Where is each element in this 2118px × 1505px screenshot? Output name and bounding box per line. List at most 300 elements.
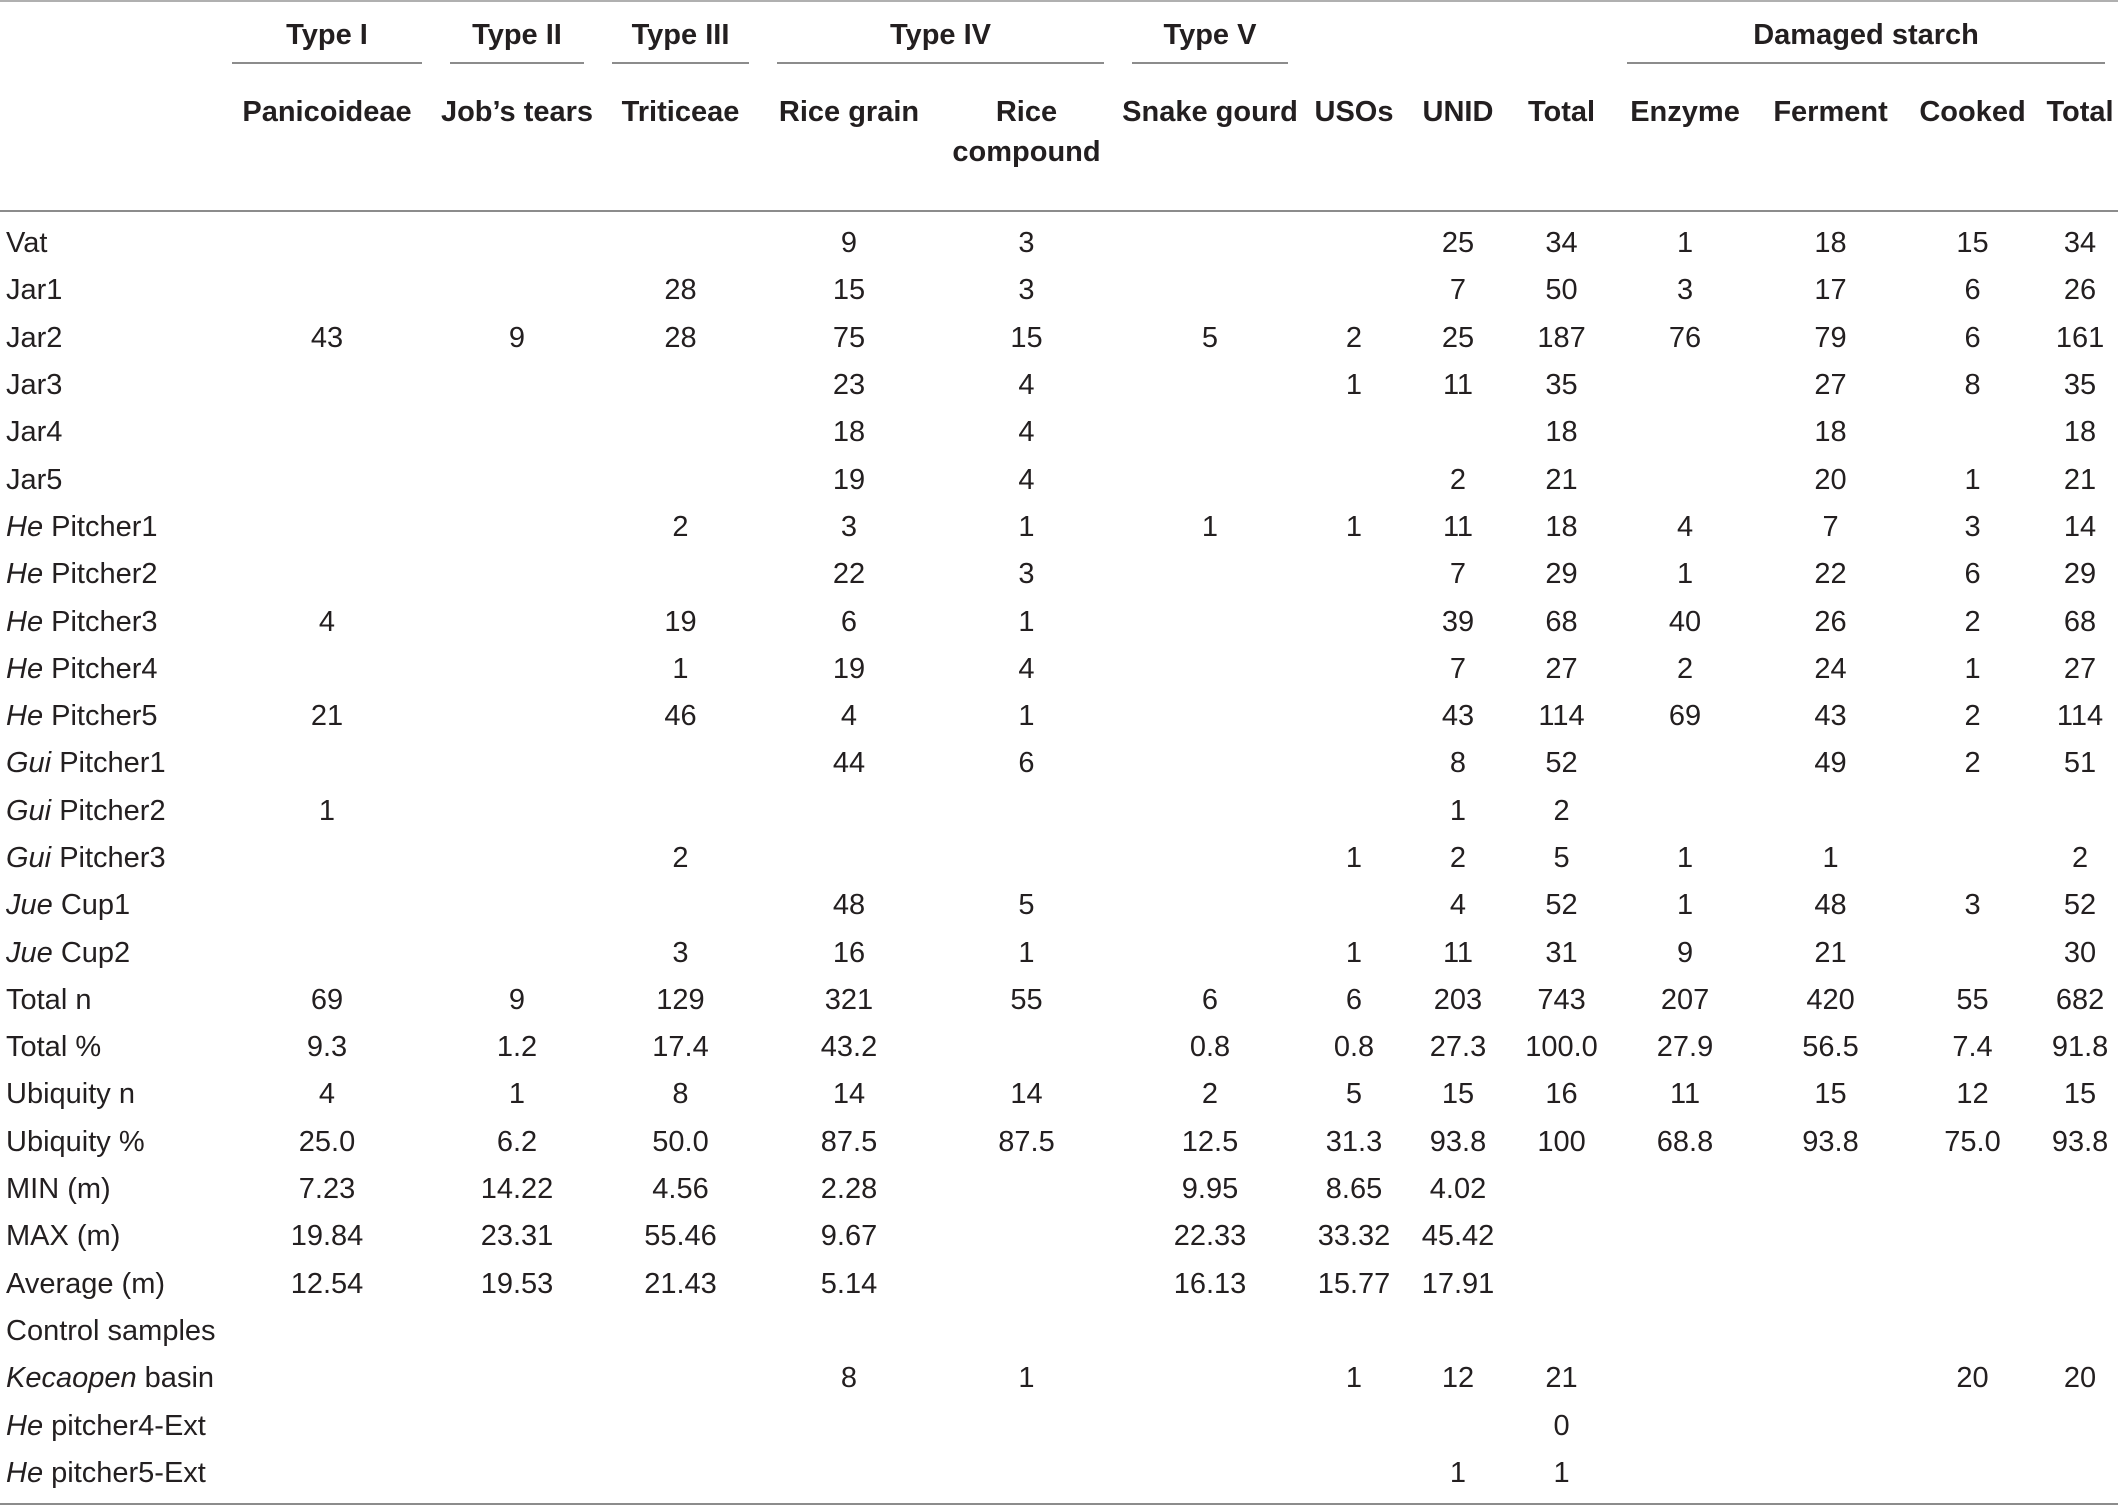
table-cell <box>1302 409 1406 456</box>
row-label <box>0 693 218 740</box>
table-cell <box>1118 646 1302 693</box>
table-cell <box>436 598 598 645</box>
table-cell: 16.13 <box>1173 1267 1247 1300</box>
row-label-italic-prefix: Gui <box>6 747 52 780</box>
table-cell: 21 <box>310 700 344 733</box>
table-cell <box>1118 598 1302 645</box>
row-label <box>0 646 218 693</box>
table-cell: 20 <box>1814 463 1847 496</box>
row-label <box>0 1071 218 1118</box>
table-cell: 91.8 <box>2051 1031 2109 1064</box>
table-cell <box>1613 1213 1757 1260</box>
table-row <box>0 977 2118 1024</box>
table-cell: 75 <box>832 321 866 354</box>
table-cell: 23 <box>832 369 866 402</box>
table-cell: 2 <box>1964 700 1981 733</box>
row-label-italic-prefix: He <box>6 605 44 638</box>
table-row <box>0 929 2118 976</box>
table-cell: 35 <box>2063 369 2097 402</box>
table-cell <box>218 504 436 551</box>
group-header-type-i <box>218 1 436 80</box>
table-cell: 4 <box>1018 463 1035 496</box>
table-cell <box>1302 788 1406 835</box>
row-label <box>0 267 218 314</box>
table-cell <box>935 788 1118 835</box>
table-cell: 4 <box>840 700 858 733</box>
table-cell: 48 <box>832 889 866 922</box>
table-row <box>0 551 2118 598</box>
table-cell: 68 <box>1545 605 1578 638</box>
table-cell <box>1118 788 1302 835</box>
table-cell <box>436 1308 598 1355</box>
row-label-text: Vat <box>6 227 48 260</box>
table-cell: 187 <box>1537 321 1586 354</box>
table-row <box>0 504 2118 551</box>
table-cell: 9.3 <box>306 1031 348 1064</box>
table-cell: 48 <box>1814 889 1847 922</box>
column-header-unid <box>1406 80 1510 211</box>
table-cell <box>218 267 436 314</box>
table-cell <box>1302 551 1406 598</box>
table-cell <box>2041 1166 2118 1213</box>
table-cell <box>436 456 598 503</box>
table-cell: 0.8 <box>1333 1031 1375 1064</box>
table-cell: 27 <box>1814 369 1847 402</box>
column-header-label: Ferment <box>1773 96 1888 128</box>
table-cell <box>1118 456 1302 503</box>
table-cell <box>1302 1402 1406 1449</box>
table-cell: 1 <box>1822 842 1839 874</box>
table-cell: 1 <box>1345 369 1363 402</box>
table-cell <box>436 551 598 598</box>
table-row <box>0 409 2118 456</box>
table-cell <box>1302 1308 1406 1355</box>
table-cell <box>1757 788 1904 835</box>
table-cell <box>1613 456 1757 503</box>
group-header-label: Type V <box>1132 19 1288 64</box>
row-label-italic-prefix: Jue <box>6 936 53 969</box>
table-cell: 1 <box>1345 510 1363 543</box>
row-label-text: pitcher5-Ext <box>43 1456 206 1489</box>
table-cell: 3 <box>1964 889 1981 922</box>
group-header-empty <box>0 1 218 80</box>
table-cell <box>935 1166 1118 1213</box>
table-cell <box>1118 409 1302 456</box>
table-cell: 7 <box>1822 510 1839 543</box>
row-label <box>0 835 218 882</box>
table-cell: 15.77 <box>1317 1267 1391 1300</box>
table-cell <box>218 456 436 503</box>
column-header-label: Cooked <box>1919 96 2026 128</box>
table-cell: 1 <box>1676 842 1694 874</box>
table-cell: 1 <box>672 652 689 685</box>
table-cell: 20 <box>1956 1362 1989 1395</box>
table-cell: 6 <box>1345 983 1363 1016</box>
row-label-text: Total % <box>6 1031 102 1064</box>
table-cell <box>436 267 598 314</box>
table-cell <box>935 835 1118 882</box>
group-header-type-v <box>1118 1 1302 80</box>
table-cell: 14 <box>832 1078 866 1111</box>
table-cell: 69 <box>310 983 344 1016</box>
row-label <box>0 929 218 976</box>
table-cell <box>1757 1166 1904 1213</box>
table-cell: 15 <box>1010 321 1043 354</box>
table-cell: 51 <box>2063 747 2097 780</box>
table-cell: 4 <box>1018 652 1035 685</box>
column-header-label: Enzyme <box>1630 96 1740 128</box>
sub-header-row <box>0 80 2118 211</box>
table-cell: 4 <box>1018 416 1035 449</box>
table-cell: 1 <box>1201 510 1219 543</box>
row-label-text: Pitcher2 <box>51 794 166 827</box>
table-cell: 26 <box>1814 605 1847 638</box>
table-cell <box>1510 1213 1613 1260</box>
row-label-text: Jar5 <box>6 463 63 496</box>
column-header-label: UNID <box>1422 96 1494 128</box>
table-cell <box>1613 1166 1757 1213</box>
column-header-total <box>1510 80 1613 211</box>
table-cell: 6 <box>1964 274 1981 307</box>
table-cell <box>1613 1355 1757 1402</box>
table-cell: 5 <box>1553 842 1570 874</box>
table-cell: 9.67 <box>820 1220 878 1253</box>
table-cell: 3 <box>840 510 858 543</box>
table-cell <box>2041 1308 2118 1355</box>
row-label-text: Jar4 <box>6 416 63 449</box>
column-header-ferment <box>1757 80 1904 211</box>
table-cell: 8 <box>1449 747 1467 780</box>
table-cell: 7 <box>1449 652 1467 685</box>
table-row <box>0 740 2118 787</box>
table-cell: 1 <box>1018 700 1035 733</box>
table-cell <box>1302 598 1406 645</box>
table-cell <box>2041 1402 2118 1449</box>
table-cell: 43 <box>310 321 344 354</box>
table-row <box>0 882 2118 929</box>
group-header-type-iii <box>598 1 763 80</box>
table-cell <box>218 1450 436 1504</box>
table-cell <box>1904 1308 2041 1355</box>
table-cell: 69 <box>1668 700 1702 733</box>
table-cell: 11 <box>1669 1078 1701 1111</box>
table-cell: 50 <box>1545 274 1578 307</box>
table-cell: 34 <box>1545 227 1578 260</box>
table-cell: 2 <box>1449 842 1467 874</box>
row-label <box>0 1308 218 1355</box>
table-cell: 2.28 <box>820 1173 878 1206</box>
table-cell: 19.84 <box>290 1220 364 1253</box>
table-cell <box>218 1355 436 1402</box>
group-header-type-ii <box>436 1 598 80</box>
table-cell: 682 <box>2055 983 2105 1016</box>
table-cell <box>1118 1355 1302 1402</box>
table-cell: 1 <box>1018 1362 1035 1395</box>
table-cell: 31.3 <box>1325 1125 1383 1158</box>
table-cell <box>1510 1261 1613 1308</box>
table-cell <box>1757 1261 1904 1308</box>
column-header-row-labels <box>0 80 218 211</box>
row-label <box>0 977 218 1024</box>
table-cell <box>598 1355 763 1402</box>
table-cell: 4 <box>1449 889 1467 922</box>
table-cell <box>2041 1261 2118 1308</box>
table-cell: 8 <box>672 1078 689 1111</box>
table-cell: 18 <box>1545 510 1578 543</box>
table-cell: 30 <box>2063 936 2097 969</box>
row-label-text: Jar3 <box>6 369 63 402</box>
table-cell: 52 <box>1545 747 1578 780</box>
column-header-label: Triticeae <box>621 96 740 128</box>
table-cell: 68.8 <box>1656 1125 1714 1158</box>
table-cell: 1 <box>1676 558 1694 591</box>
table-cell: 93.8 <box>1429 1125 1487 1158</box>
table-cell <box>1904 1166 2041 1213</box>
row-label-italic-prefix: Gui <box>6 794 52 827</box>
row-label <box>0 211 218 267</box>
table-row <box>0 267 2118 314</box>
table-cell <box>1118 551 1302 598</box>
table-cell: 19 <box>832 463 866 496</box>
table-cell <box>1510 1308 1613 1355</box>
table-cell: 22 <box>832 558 866 591</box>
column-header-snake-gourd <box>1118 80 1302 211</box>
table-cell <box>1302 1450 1406 1504</box>
table-cell: 14.22 <box>480 1173 554 1206</box>
table-cell <box>598 362 763 409</box>
table-cell <box>1904 929 2041 976</box>
row-label-text: basin <box>136 1362 215 1395</box>
table-row <box>0 1119 2118 1166</box>
table-cell: 21 <box>2063 463 2097 496</box>
table-cell: 5 <box>1018 889 1035 922</box>
column-header-usos <box>1302 80 1406 211</box>
table-cell: 15 <box>2063 1078 2097 1111</box>
table-cell: 12 <box>1956 1078 1989 1111</box>
table-cell: 4.02 <box>1429 1173 1487 1206</box>
group-header-label: Type II <box>450 19 584 64</box>
table-row <box>0 1355 2118 1402</box>
table-body <box>0 211 2118 1504</box>
row-label-text: Pitcher1 <box>51 747 166 780</box>
table-cell: 56.5 <box>1802 1031 1859 1064</box>
row-label <box>0 1213 218 1260</box>
table-cell <box>1613 788 1757 835</box>
table-cell <box>1118 882 1302 929</box>
table-cell <box>935 1450 1118 1504</box>
table-cell <box>436 693 598 740</box>
table-row <box>0 456 2118 503</box>
row-label-italic-prefix: He <box>6 1409 44 1442</box>
table-cell: 14 <box>1010 1078 1043 1111</box>
table-cell <box>436 1402 598 1449</box>
table-cell: 2 <box>1553 794 1570 827</box>
table-cell: 18 <box>1814 416 1847 449</box>
table-cell: 0.8 <box>1189 1031 1231 1064</box>
column-header-label: Job’s tears <box>440 96 594 128</box>
table-cell: 35 <box>1545 369 1578 402</box>
table-cell <box>1904 1261 2041 1308</box>
table-cell: 207 <box>1660 983 1710 1016</box>
column-header-panicoideae <box>218 80 436 211</box>
table-cell: 6 <box>1964 321 1981 354</box>
row-label-text: MIN (m) <box>6 1173 111 1206</box>
table-cell: 93.8 <box>1802 1125 1859 1158</box>
table-cell: 4 <box>318 1078 336 1111</box>
row-label <box>0 551 218 598</box>
table-cell: 18 <box>1545 416 1578 449</box>
table-cell: 1 <box>1964 652 1981 685</box>
table-cell: 18 <box>832 416 866 449</box>
table-cell: 46 <box>664 700 697 733</box>
table-cell: 4 <box>1018 369 1035 402</box>
table-cell: 9 <box>508 321 526 354</box>
table-cell: 8 <box>840 1362 858 1395</box>
row-label <box>0 409 218 456</box>
table-row <box>0 1308 2118 1355</box>
column-header-label: Snake gourd <box>1122 96 1298 128</box>
row-label <box>0 598 218 645</box>
table-cell <box>436 740 598 787</box>
table-cell: 18 <box>2063 416 2097 449</box>
table-cell <box>1510 1166 1613 1213</box>
table-cell: 26 <box>2063 274 2097 307</box>
table-cell: 5 <box>1201 321 1219 354</box>
table-cell: 3 <box>1018 227 1035 260</box>
row-label-text: Cup2 <box>52 936 131 969</box>
table-cell: 2 <box>1964 747 1981 780</box>
table-cell: 1 <box>1018 605 1035 638</box>
table-cell: 1 <box>508 1078 526 1111</box>
table-cell <box>1904 409 2041 456</box>
table-cell: 21 <box>1814 936 1847 969</box>
table-cell: 68 <box>2063 605 2097 638</box>
table-cell: 55 <box>1956 983 1989 1016</box>
row-label-text: pitcher4-Ext <box>43 1409 206 1442</box>
table-cell: 7.4 <box>1952 1031 1993 1064</box>
table-cell: 4 <box>1676 510 1694 543</box>
table-cell: 34 <box>2063 227 2097 260</box>
table-cell: 87.5 <box>998 1125 1055 1158</box>
table-row <box>0 1213 2118 1260</box>
column-header-total <box>2041 80 2118 211</box>
table-cell <box>1118 835 1302 882</box>
table-cell <box>1613 1261 1757 1308</box>
table-row <box>0 211 2118 267</box>
table-cell <box>1904 1402 2041 1449</box>
table-cell: 5.14 <box>820 1267 878 1300</box>
table-cell <box>436 1355 598 1402</box>
table-cell: 1 <box>1345 936 1363 969</box>
table-cell: 76 <box>1668 321 1702 354</box>
table-cell <box>598 740 763 787</box>
table-cell: 55.46 <box>644 1220 717 1253</box>
table-row <box>0 693 2118 740</box>
row-label-text: Pitcher5 <box>43 700 158 733</box>
table-cell: 2 <box>1449 463 1467 496</box>
table-cell: 0 <box>1553 1409 1570 1442</box>
row-label <box>0 315 218 362</box>
table-cell <box>436 1450 598 1504</box>
table-cell: 4 <box>318 605 336 638</box>
row-label-text: Total n <box>6 983 92 1016</box>
column-header-job-s-tears <box>436 80 598 211</box>
row-label-italic-prefix: He <box>6 558 44 591</box>
table-cell <box>1757 1213 1904 1260</box>
table-cell: 25.0 <box>298 1125 356 1158</box>
table-cell: 21 <box>1545 1362 1578 1395</box>
table-cell: 15 <box>1956 227 1989 260</box>
table-cell <box>598 1308 763 1355</box>
table-cell <box>763 1308 935 1355</box>
table-cell: 7 <box>1449 274 1467 307</box>
column-header-label: Panicoideae <box>242 96 412 128</box>
table-cell: 15 <box>832 274 866 307</box>
table-cell: 29 <box>1545 558 1578 591</box>
table-cell: 16 <box>832 936 866 969</box>
row-label-text: Pitcher3 <box>51 842 166 874</box>
table-cell: 9 <box>508 983 526 1016</box>
table-cell: 11 <box>1442 936 1474 969</box>
table-cell <box>1302 882 1406 929</box>
table-cell <box>1613 740 1757 787</box>
row-label-italic-prefix: He <box>6 510 44 543</box>
table-header <box>0 1 2118 211</box>
row-label-italic-prefix: He <box>6 652 44 685</box>
table-cell: 100 <box>1537 1125 1586 1158</box>
column-header-rice-grain <box>763 80 935 211</box>
table-cell: 12.54 <box>290 1267 364 1300</box>
table-cell: 18 <box>1814 227 1847 260</box>
table-cell: 40 <box>1668 605 1702 638</box>
table-cell <box>436 211 598 267</box>
table-cell: 2 <box>1345 321 1363 354</box>
table-cell: 75.0 <box>1944 1125 2001 1158</box>
row-label-text: Pitcher3 <box>43 605 158 638</box>
row-label <box>0 1261 218 1308</box>
column-header-label: Total <box>1527 96 1596 128</box>
table-cell <box>598 1450 763 1504</box>
table-cell <box>598 409 763 456</box>
table-cell: 11 <box>1442 369 1474 402</box>
table-cell <box>1613 362 1757 409</box>
table-cell <box>218 929 436 976</box>
table-row <box>0 598 2118 645</box>
row-label-italic-prefix: Gui <box>6 842 52 874</box>
table-cell <box>1757 1355 1904 1402</box>
table-cell <box>935 1024 1118 1071</box>
table-cell <box>763 788 935 835</box>
row-label <box>0 1450 218 1504</box>
table-cell: 17.4 <box>652 1031 709 1064</box>
row-label-italic-prefix: Jue <box>6 889 53 922</box>
table-cell: 1 <box>1676 227 1694 260</box>
table-cell: 2 <box>672 842 689 874</box>
table-cell: 1 <box>1449 794 1467 827</box>
table-cell: 2 <box>1676 652 1694 685</box>
column-header-label: USOs <box>1314 96 1394 128</box>
row-label-text: Pitcher2 <box>43 558 158 591</box>
table-cell: 27 <box>1545 652 1578 685</box>
table-cell <box>935 1308 1118 1355</box>
table-cell <box>1904 835 2041 882</box>
row-label-text: Jar2 <box>6 321 63 354</box>
row-label-text: Ubiquity % <box>6 1125 145 1158</box>
group-header-label: Type I <box>232 19 422 64</box>
table-cell: 24 <box>1814 652 1847 685</box>
table-cell: 1 <box>1345 842 1363 874</box>
table-cell <box>1406 409 1510 456</box>
